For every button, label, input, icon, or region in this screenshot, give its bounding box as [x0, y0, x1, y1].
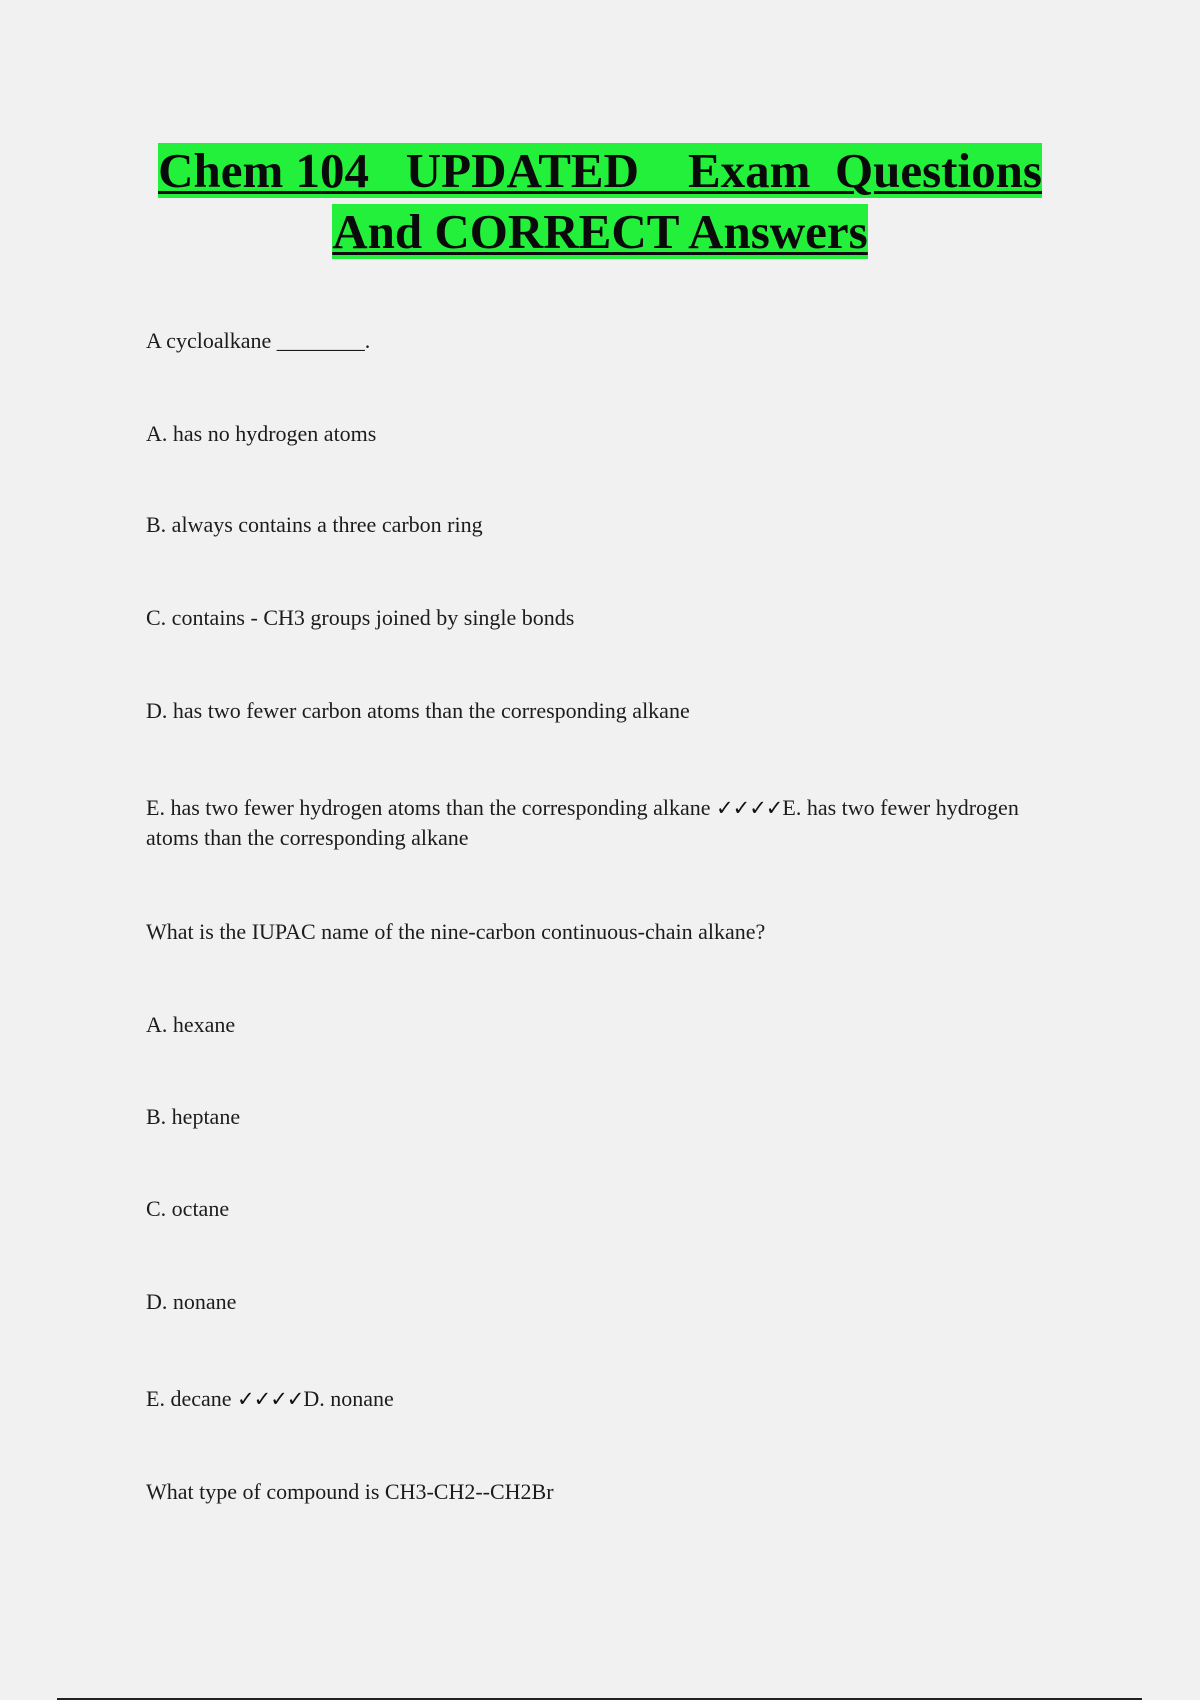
question-3-prompt	[146, 1477, 1046, 1507]
title-line-2: And CORRECT Answers	[332, 204, 868, 259]
paragraph-text: A. has no hydrogen atoms	[146, 421, 377, 446]
paragraph-text: C. octane	[146, 1196, 230, 1221]
correct-answer-text: E. has two fewer hydrogen atoms than the corresponding alkane	[146, 795, 1019, 850]
question-2-prompt	[146, 917, 1046, 947]
checkmarks-icon: ✓✓✓✓	[237, 1387, 304, 1411]
question-2-option-a	[146, 1010, 1046, 1040]
question-1-prompt	[146, 326, 1046, 356]
paragraph-text: What is the IUPAC name of the nine-carbon continuous-chain alkane?	[146, 919, 766, 944]
paragraph-text: A cycloalkane ________.	[146, 328, 371, 353]
paragraph-text: C. contains - CH3 groups joined by single bonds	[146, 605, 575, 630]
paragraph-text: B. heptane	[146, 1104, 241, 1129]
question-2-option-e-with-answer	[146, 1384, 1046, 1414]
question-1-option-b	[146, 510, 1046, 540]
paragraph-text: E. has two fewer hydrogen atoms than the corresponding alkane	[146, 795, 716, 820]
paragraph-text: E. decane	[146, 1386, 237, 1411]
paragraph-text: D. nonane	[146, 1289, 237, 1314]
question-1-option-c	[146, 603, 1046, 633]
question-2-option-d	[146, 1287, 1046, 1317]
title-line-1: Chem 104 UPDATED Exam Questions	[158, 143, 1042, 198]
paragraph-text: What type of compound is CH3-CH2--CH2Br	[146, 1479, 554, 1504]
paragraph-text: B. always contains a three carbon ring	[146, 512, 483, 537]
document-title	[100, 140, 1100, 262]
question-1-option-a	[146, 419, 1046, 449]
paragraph-text: A. hexane	[146, 1012, 236, 1037]
question-1-option-d	[146, 696, 1046, 726]
question-2-option-b	[146, 1102, 1046, 1132]
question-1-option-e-with-answer	[146, 793, 1046, 853]
checkmarks-icon: ✓✓✓✓	[716, 796, 783, 820]
paragraph-text: D. has two fewer carbon atoms than the corresponding alkane	[146, 698, 690, 723]
question-2-option-c	[146, 1194, 1046, 1224]
correct-answer-text: D. nonane	[303, 1386, 394, 1411]
